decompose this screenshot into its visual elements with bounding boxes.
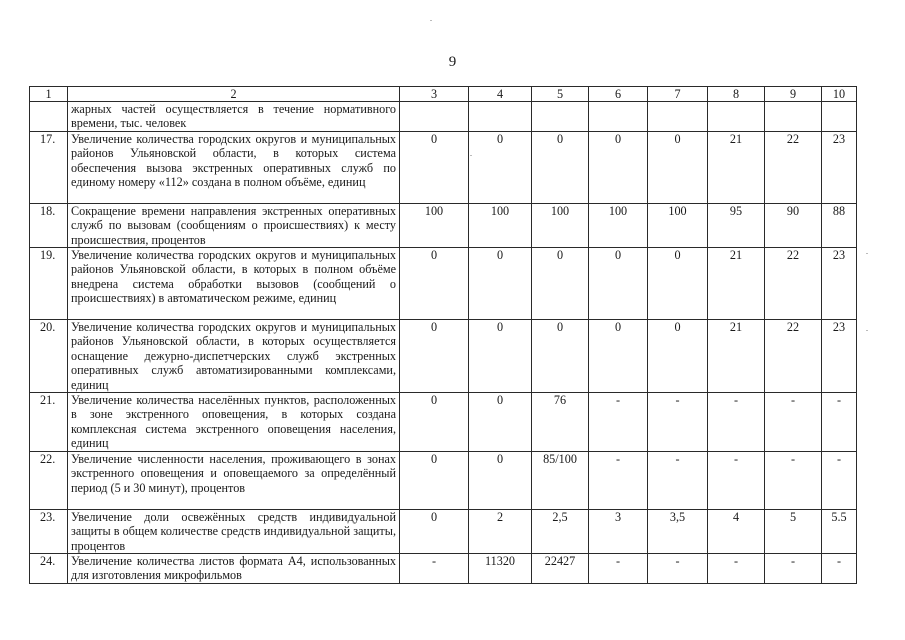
value-cell: - [589,451,648,509]
header-cell: 5 [532,87,589,102]
row-number-cell [30,102,68,132]
value-cell: - [589,553,648,583]
scan-speck [470,155,472,156]
value-cell [648,102,708,132]
value-cell: 100 [400,203,469,247]
scan-speck [430,20,432,21]
value-cell [532,102,589,132]
value-cell [589,102,648,132]
row-number-cell: 24. [30,553,68,583]
value-cell: 22 [765,248,822,320]
value-cell: - [708,451,765,509]
table-row [30,553,857,583]
header-cell: 2 [68,87,400,102]
value-cell: 0 [400,393,469,452]
value-cell: 0 [469,320,532,393]
value-cell: 5.5 [822,509,857,553]
value-cell: - [648,393,708,452]
value-cell: 0 [589,248,648,320]
indicator-description-cell: Увеличение количества городских округов и муниципальных районов Ульяновской области, в которых осуществляется оснащение дежурно-диспетчерских служб экстренных оперативных служб автоматизированными комплексами, единиц [68,320,400,393]
row-number-cell: 17. [30,131,68,203]
value-cell: 0 [648,131,708,203]
value-cell: - [648,451,708,509]
value-cell [822,102,857,132]
row-number-cell: 23. [30,509,68,553]
header-cell: 7 [648,87,708,102]
value-cell: 0 [589,131,648,203]
value-cell: 100 [532,203,589,247]
indicator-description-cell: Увеличение численности населения, проживающего в зонах экстренного оповещения и оповещаемого за определённый период (5 и 30 минут), процентов [68,451,400,509]
value-cell: - [765,393,822,452]
header-cell: 8 [708,87,765,102]
value-cell: 23 [822,248,857,320]
value-cell: 21 [708,131,765,203]
indicator-description-cell: Увеличение количества городских округов и муниципальных районов Ульяновской области, в которых система обеспечения вызова экстренных оперативных служб по единому номеру «112» создана в полном объёме, единиц [68,131,400,203]
value-cell: 90 [765,203,822,247]
value-cell: 0 [648,248,708,320]
value-cell [708,102,765,132]
value-cell: 0 [400,451,469,509]
value-cell: 0 [532,131,589,203]
indicator-description-cell: Сокращение времени направления экстренных оперативных служб по вызовам (сообщениям о происшествиях) к месту происшествия, процентов [68,203,400,247]
header-cell: 6 [589,87,648,102]
indicator-table-container [29,86,856,584]
table-row [30,451,857,509]
value-cell: - [765,451,822,509]
row-number-cell: 22. [30,451,68,509]
table-row [30,203,857,247]
table-row [30,102,857,132]
value-cell: - [400,553,469,583]
value-cell: 0 [400,131,469,203]
value-cell: 0 [532,320,589,393]
value-cell: - [822,451,857,509]
value-cell: 21 [708,320,765,393]
value-cell: 100 [648,203,708,247]
table-header-row [30,87,857,102]
value-cell: 100 [469,203,532,247]
value-cell: 2,5 [532,509,589,553]
scan-speck [866,253,868,254]
value-cell: - [708,393,765,452]
value-cell: 0 [400,509,469,553]
value-cell: 5 [765,509,822,553]
scan-speck [866,330,868,331]
value-cell: 100 [589,203,648,247]
row-number-cell: 18. [30,203,68,247]
page-number: 9 [448,54,457,70]
table-row [30,131,857,203]
value-cell: 4 [708,509,765,553]
value-cell: 0 [589,320,648,393]
value-cell: - [648,553,708,583]
indicator-description-cell: Увеличение количества городских округов и муниципальных районов Ульяновской области, в которых в полном объёме внедрена система обработки вызовов (сообщений о происшествиях) в автоматическом режиме, единиц [68,248,400,320]
value-cell: 22427 [532,553,589,583]
value-cell: 88 [822,203,857,247]
header-cell: 9 [765,87,822,102]
indicator-description-cell: Увеличение количества населённых пунктов, расположенных в зоне экстренного оповещения, в которых создана комплексная система экстренного оповещения населения, единиц [68,393,400,452]
value-cell: 2 [469,509,532,553]
value-cell: 0 [648,320,708,393]
value-cell [400,102,469,132]
header-cell: 10 [822,87,857,102]
row-number-cell: 19. [30,248,68,320]
indicator-table [29,86,857,584]
value-cell: 95 [708,203,765,247]
value-cell: - [765,553,822,583]
value-cell: 22 [765,131,822,203]
value-cell: 11320 [469,553,532,583]
value-cell [765,102,822,132]
value-cell: - [822,393,857,452]
table-row [30,248,857,320]
value-cell: 21 [708,248,765,320]
table-row [30,509,857,553]
value-cell: 0 [532,248,589,320]
value-cell: - [589,393,648,452]
row-number-cell: 21. [30,393,68,452]
value-cell: 76 [532,393,589,452]
value-cell: 22 [765,320,822,393]
value-cell: 0 [469,451,532,509]
table-body [30,87,857,584]
header-cell: 1 [30,87,68,102]
header-cell: 4 [469,87,532,102]
value-cell: 0 [400,320,469,393]
value-cell: 3 [589,509,648,553]
value-cell: - [822,553,857,583]
value-cell: 0 [400,248,469,320]
table-row [30,393,857,452]
value-cell: 0 [469,248,532,320]
table-row [30,320,857,393]
value-cell: - [708,553,765,583]
value-cell [469,102,532,132]
value-cell: 85/100 [532,451,589,509]
indicator-description-cell: Увеличение количества листов формата А4, использованных для изготовления микрофильмов [68,553,400,583]
row-number-cell: 20. [30,320,68,393]
header-cell: 3 [400,87,469,102]
indicator-description-cell: жарных частей осуществляется в течение нормативного времени, тыс. человек [68,102,400,132]
value-cell: 3,5 [648,509,708,553]
value-cell: 0 [469,131,532,203]
value-cell: 23 [822,320,857,393]
value-cell: 23 [822,131,857,203]
value-cell: 0 [469,393,532,452]
indicator-description-cell: Увеличение доли освежённых средств индивидуальной защиты в общем количестве средств индивидуальной защиты, процентов [68,509,400,553]
